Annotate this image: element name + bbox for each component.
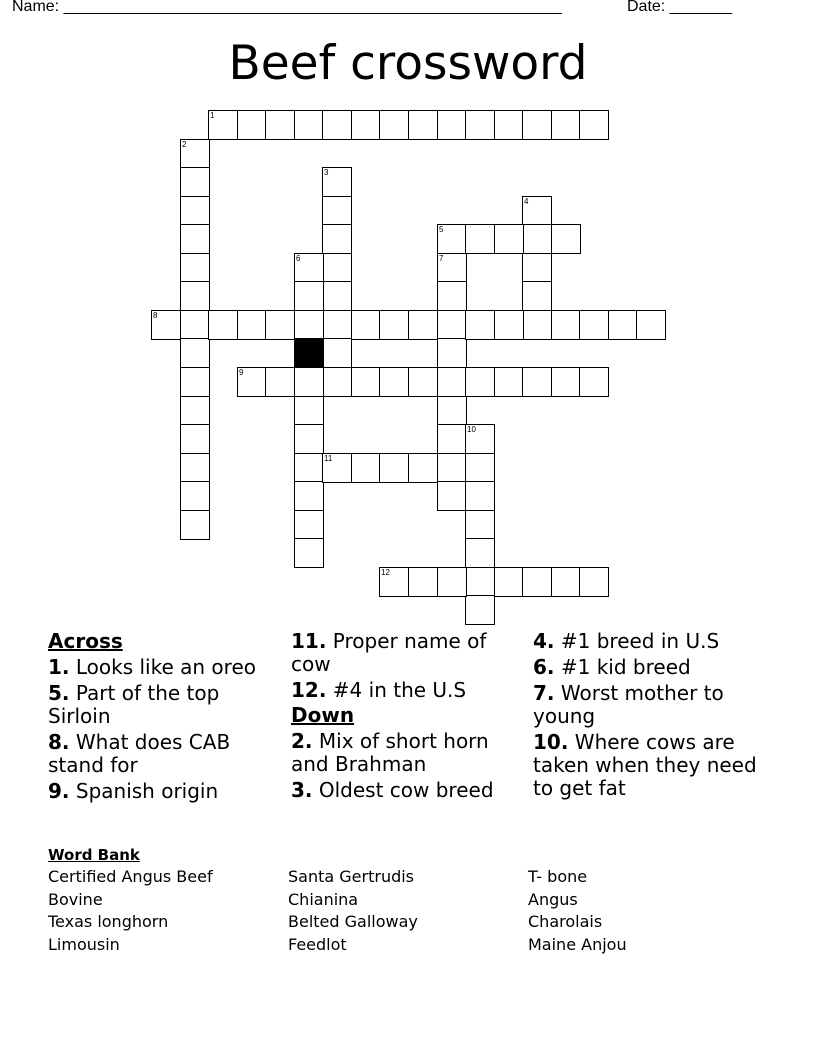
grid-cell[interactable]	[180, 453, 210, 483]
grid-cell[interactable]	[579, 567, 609, 597]
word-bank-item: Maine Anjou	[528, 934, 627, 954]
grid-cell[interactable]	[379, 367, 409, 397]
name-label: Name: ________________________________________________________	[12, 0, 562, 15]
clue-number: 7.	[533, 681, 555, 705]
clue-down-2	[291, 730, 516, 776]
grid-cell[interactable]	[294, 396, 324, 426]
grid-cell[interactable]	[180, 338, 210, 368]
grid-cell[interactable]	[579, 110, 609, 140]
grid-cell[interactable]	[351, 310, 381, 340]
grid-cell[interactable]	[265, 367, 295, 397]
word-bank-column-2	[288, 866, 418, 956]
clue-number-label: 11	[324, 454, 333, 463]
clue-across-11	[291, 630, 516, 676]
grid-cell[interactable]	[522, 253, 552, 283]
grid-cell[interactable]	[208, 310, 238, 340]
clue-column-2	[291, 628, 516, 802]
grid-cell[interactable]	[180, 510, 210, 540]
grid-cell[interactable]	[551, 110, 581, 140]
clue-text: #1 breed in U.S	[560, 629, 720, 653]
grid-cell[interactable]	[465, 595, 495, 625]
grid-cell[interactable]	[180, 481, 210, 511]
clue-number-label: 12	[381, 568, 390, 577]
grid-block	[294, 338, 324, 368]
clue-text: Oldest cow breed	[318, 778, 494, 802]
clue-number-label: 7	[439, 254, 444, 263]
grid-cell[interactable]	[379, 310, 409, 340]
grid-cell[interactable]	[180, 196, 210, 226]
clue-number-label: 8	[153, 311, 158, 320]
grid-cell[interactable]	[437, 367, 467, 397]
clue-number-label: 6	[296, 254, 301, 263]
grid-cell[interactable]	[265, 310, 295, 340]
grid-cell[interactable]	[522, 110, 552, 140]
grid-cell[interactable]	[322, 338, 352, 368]
grid-cell[interactable]	[465, 110, 495, 140]
clue-number: 2.	[291, 729, 313, 753]
date-label: Date: _______	[627, 0, 732, 15]
grid-cell[interactable]	[408, 310, 438, 340]
word-bank-item: Limousin	[48, 934, 120, 954]
grid-cell[interactable]	[294, 510, 324, 540]
grid-cell[interactable]	[522, 367, 552, 397]
grid-cell[interactable]	[465, 510, 495, 540]
grid-cell[interactable]	[294, 281, 324, 311]
grid-cell[interactable]	[180, 424, 210, 454]
grid-cell[interactable]	[379, 453, 409, 483]
word-bank-item: Belted Galloway	[288, 912, 418, 931]
grid-cell[interactable]	[294, 424, 324, 454]
grid-cell[interactable]	[237, 110, 267, 140]
grid-cell[interactable]	[494, 110, 524, 140]
clue-column-3	[533, 628, 763, 800]
clue-down-4	[533, 630, 763, 653]
grid-cell[interactable]	[437, 110, 467, 140]
grid-cell[interactable]	[351, 367, 381, 397]
word-bank-column-1	[48, 866, 213, 956]
word-bank-item: Charolais	[528, 912, 603, 931]
clue-number-label: 4	[524, 197, 529, 206]
grid-cell[interactable]	[579, 310, 609, 340]
clue-number: 3.	[291, 778, 313, 802]
grid-cell[interactable]	[437, 338, 467, 368]
grid-cell[interactable]	[551, 567, 581, 597]
grid-cell[interactable]	[522, 224, 552, 254]
clue-column-1	[48, 628, 288, 803]
grid-cell[interactable]	[322, 367, 352, 397]
clue-text: Worst mother to young	[533, 681, 724, 728]
clue-number: 12.	[291, 678, 327, 702]
clue-text: Spanish origin	[75, 779, 219, 803]
clue-across-9	[48, 780, 288, 803]
clue-text: Mix of short horn and Brahman	[291, 729, 489, 776]
clue-number: 8.	[48, 730, 70, 754]
word-bank-item: Angus	[528, 889, 578, 909]
clue-number-label: 2	[182, 140, 187, 149]
across-heading: Across	[48, 629, 123, 653]
grid-cell[interactable]	[322, 224, 352, 254]
grid-cell[interactable]	[408, 453, 438, 483]
clue-number-label: 1	[210, 111, 215, 120]
grid-cell[interactable]	[494, 567, 524, 597]
clue-number: 5.	[48, 681, 70, 705]
grid-cell[interactable]	[465, 453, 495, 483]
grid-cell[interactable]	[437, 310, 467, 340]
down-heading: Down	[291, 703, 355, 727]
clue-down-10	[533, 731, 763, 800]
grid-cell[interactable]	[294, 453, 324, 483]
grid-cell[interactable]	[237, 310, 267, 340]
word-bank-item: Bovine	[48, 889, 103, 909]
grid-cell[interactable]	[437, 567, 467, 597]
grid-cell[interactable]	[494, 310, 524, 340]
grid-cell[interactable]	[180, 281, 210, 311]
clue-number-label: 3	[324, 168, 329, 177]
grid-cell[interactable]	[379, 110, 409, 140]
grid-cell[interactable]	[322, 196, 352, 226]
grid-cell[interactable]	[522, 281, 552, 311]
grid-cell[interactable]	[522, 567, 552, 597]
clue-text: Proper name of cow	[291, 629, 487, 676]
grid-cell[interactable]	[322, 253, 352, 283]
grid-cell[interactable]	[437, 281, 467, 311]
grid-cell[interactable]	[408, 567, 438, 597]
grid-cell[interactable]	[465, 310, 495, 340]
grid-cell[interactable]	[351, 110, 381, 140]
word-bank-title: Word Bank	[48, 846, 140, 864]
word-bank-column-3	[528, 866, 627, 956]
clue-number-label: 10	[467, 425, 476, 434]
grid-cell[interactable]	[180, 253, 210, 283]
grid-cell[interactable]	[465, 367, 495, 397]
grid-cell[interactable]	[551, 310, 581, 340]
clue-down-6	[533, 656, 763, 679]
clue-number: 6.	[533, 655, 555, 679]
clue-text: #1 kid breed	[560, 655, 691, 679]
word-bank-item: Santa Gertrudis	[288, 867, 415, 886]
grid-cell[interactable]	[294, 367, 324, 397]
grid-cell[interactable]	[522, 310, 552, 340]
grid-cell[interactable]	[322, 310, 352, 340]
clue-text: Part of the top Sirloin	[48, 681, 220, 728]
word-bank-item: Certified Angus Beef	[48, 867, 213, 886]
grid-cell[interactable]	[608, 310, 638, 340]
grid-cell[interactable]	[437, 481, 467, 511]
grid-cell[interactable]	[551, 367, 581, 397]
clue-number: 10.	[533, 730, 569, 754]
clue-text: #4 in the U.S	[332, 678, 467, 702]
grid-cell[interactable]	[494, 224, 524, 254]
grid-cell[interactable]	[180, 367, 210, 397]
clue-number-label: 5	[439, 225, 444, 234]
clue-across-1	[48, 656, 288, 679]
grid-cell[interactable]	[294, 110, 324, 140]
grid-cell[interactable]	[465, 224, 495, 254]
grid-cell[interactable]	[180, 224, 210, 254]
word-bank-item: Feedlot	[288, 934, 347, 954]
grid-cell[interactable]	[351, 453, 381, 483]
grid-cell[interactable]	[437, 453, 467, 483]
clue-number: 9.	[48, 779, 70, 803]
grid-cell[interactable]	[294, 538, 324, 568]
grid-cell[interactable]	[180, 310, 210, 340]
clue-number: 4.	[533, 629, 555, 653]
grid-cell[interactable]	[551, 224, 581, 254]
clue-across-12	[291, 679, 516, 702]
clue-text: What does CAB stand for	[48, 730, 231, 777]
grid-cell[interactable]	[437, 396, 467, 426]
grid-cell[interactable]	[180, 396, 210, 426]
grid-cell[interactable]	[465, 567, 495, 597]
grid-cell[interactable]	[294, 310, 324, 340]
clue-across-5	[48, 682, 288, 728]
grid-cell[interactable]	[265, 110, 295, 140]
clue-text: Where cows are taken when they need to get fat	[533, 730, 757, 800]
word-bank-item: T- bone	[528, 867, 588, 886]
grid-cell[interactable]	[322, 110, 352, 140]
grid-cell[interactable]	[408, 110, 438, 140]
clue-text: Looks like an oreo	[75, 655, 256, 679]
grid-cell[interactable]	[180, 167, 210, 197]
word-bank-item: Chianina	[288, 889, 359, 909]
clue-down-7	[533, 682, 763, 728]
grid-cell[interactable]	[294, 481, 324, 511]
clue-number: 1.	[48, 655, 70, 679]
grid-cell[interactable]	[437, 424, 467, 454]
clue-across-8	[48, 731, 288, 777]
grid-cell[interactable]	[579, 367, 609, 397]
clue-down-3	[291, 779, 516, 802]
page-title: Beef crossword	[228, 36, 588, 91]
grid-cell[interactable]	[465, 481, 495, 511]
grid-cell[interactable]	[408, 367, 438, 397]
clue-number: 11.	[291, 629, 327, 653]
word-bank-item: Texas longhorn	[48, 912, 169, 931]
grid-cell[interactable]	[465, 538, 495, 568]
grid-cell[interactable]	[322, 281, 352, 311]
grid-cell[interactable]	[494, 367, 524, 397]
clue-number-label: 9	[239, 368, 244, 377]
grid-cell[interactable]	[636, 310, 666, 340]
